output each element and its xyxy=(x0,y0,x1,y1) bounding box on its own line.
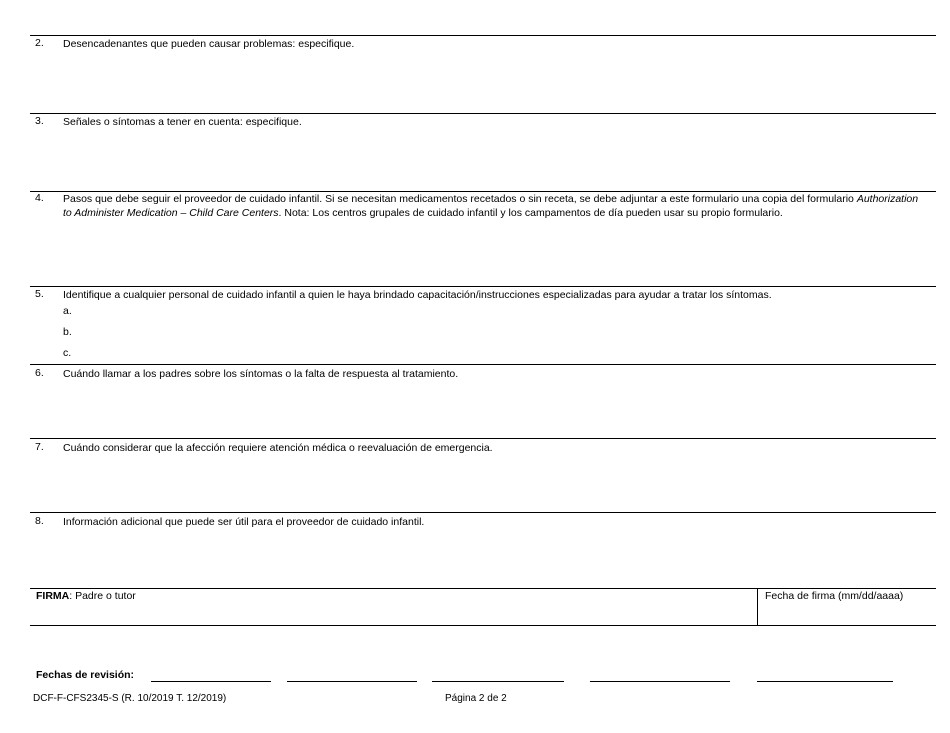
item-number: 3. xyxy=(35,115,44,127)
item-4-answer-area[interactable] xyxy=(60,222,930,282)
page-number: Página 2 de 2 xyxy=(445,693,507,704)
item-number: 6. xyxy=(35,367,44,379)
revision-dates-label: Fechas de revisión: xyxy=(36,669,135,681)
signature-field[interactable] xyxy=(30,604,755,624)
item-5-top-rule xyxy=(30,286,936,287)
item-text: Cuándo llamar a los padres sobre los síntomas o la falta de respuesta al tratamiento. xyxy=(63,368,459,380)
item-8-answer-area[interactable] xyxy=(60,530,930,582)
staff-entry-a[interactable]: a. xyxy=(63,305,72,317)
item-8-top-rule xyxy=(30,512,936,513)
item-3-top-rule xyxy=(30,113,936,114)
item-2-answer-area[interactable] xyxy=(60,52,930,110)
item-text: Desencadenantes que pueden causar problemas: especifique. xyxy=(63,38,355,50)
staff-entry-c[interactable]: c. xyxy=(63,347,72,359)
signature-divider xyxy=(757,588,758,625)
revision-date-field-2[interactable] xyxy=(287,681,417,682)
item-3-answer-area[interactable] xyxy=(60,130,930,188)
signature-date-label: Fecha de firma (mm/dd/aaaa) xyxy=(765,590,904,602)
signature-block xyxy=(30,588,936,625)
item-7-top-rule xyxy=(30,438,936,439)
item-number: 5. xyxy=(35,288,44,300)
form-identifier: DCF-F-CFS2345-S (R. 10/2019 T. 12/2019) xyxy=(33,693,227,704)
item-text-part: . Nota: Los centros grupales de cuidado infantil y los campamentos de día pueden usar su propio formulario. xyxy=(278,207,783,219)
revision-date-field-3[interactable] xyxy=(432,681,564,682)
revision-date-field-1[interactable] xyxy=(151,681,271,682)
item-2-top-rule xyxy=(30,35,936,36)
signature-label-bold: FIRMA xyxy=(36,590,70,602)
item-6-top-rule xyxy=(30,364,936,365)
signature-label-rest: : Padre o tutor xyxy=(69,590,136,602)
signature-bottom-rule xyxy=(30,625,936,626)
signature-date-field[interactable] xyxy=(760,604,935,624)
item-text: Identifique a cualquier personal de cuidado infantil a quien le haya brindado capacitación/instrucciones especializadas para ayudar a tratar los síntomas. xyxy=(63,289,772,301)
signature-label xyxy=(36,590,136,602)
item-text: Cuándo considerar que la afección requiere atención médica o reevaluación de emergencia. xyxy=(63,442,493,454)
item-number: 2. xyxy=(35,37,44,49)
item-text: Señales o síntomas a tener en cuenta: especifique. xyxy=(63,116,302,128)
item-number: 8. xyxy=(35,515,44,527)
item-7-answer-area[interactable] xyxy=(60,456,930,508)
item-text-part: Pasos que debe seguir el proveedor de cuidado infantil. Si se necesitan medicamentos recetados o sin receta, se debe adjuntar a este formulario una copia del formulario xyxy=(63,193,857,205)
form-title: Authorization to Administer Medication – Child Care Centers xyxy=(63,193,919,219)
item-text xyxy=(63,192,923,220)
item-number: 7. xyxy=(35,441,44,453)
revision-date-field-4[interactable] xyxy=(590,681,730,682)
revision-date-field-5[interactable] xyxy=(757,681,893,682)
item-6-answer-area[interactable] xyxy=(60,382,930,434)
item-number: 4. xyxy=(35,192,44,204)
staff-entry-b[interactable]: b. xyxy=(63,326,72,338)
item-text: Información adicional que puede ser útil para el proveedor de cuidado infantil. xyxy=(63,516,425,528)
